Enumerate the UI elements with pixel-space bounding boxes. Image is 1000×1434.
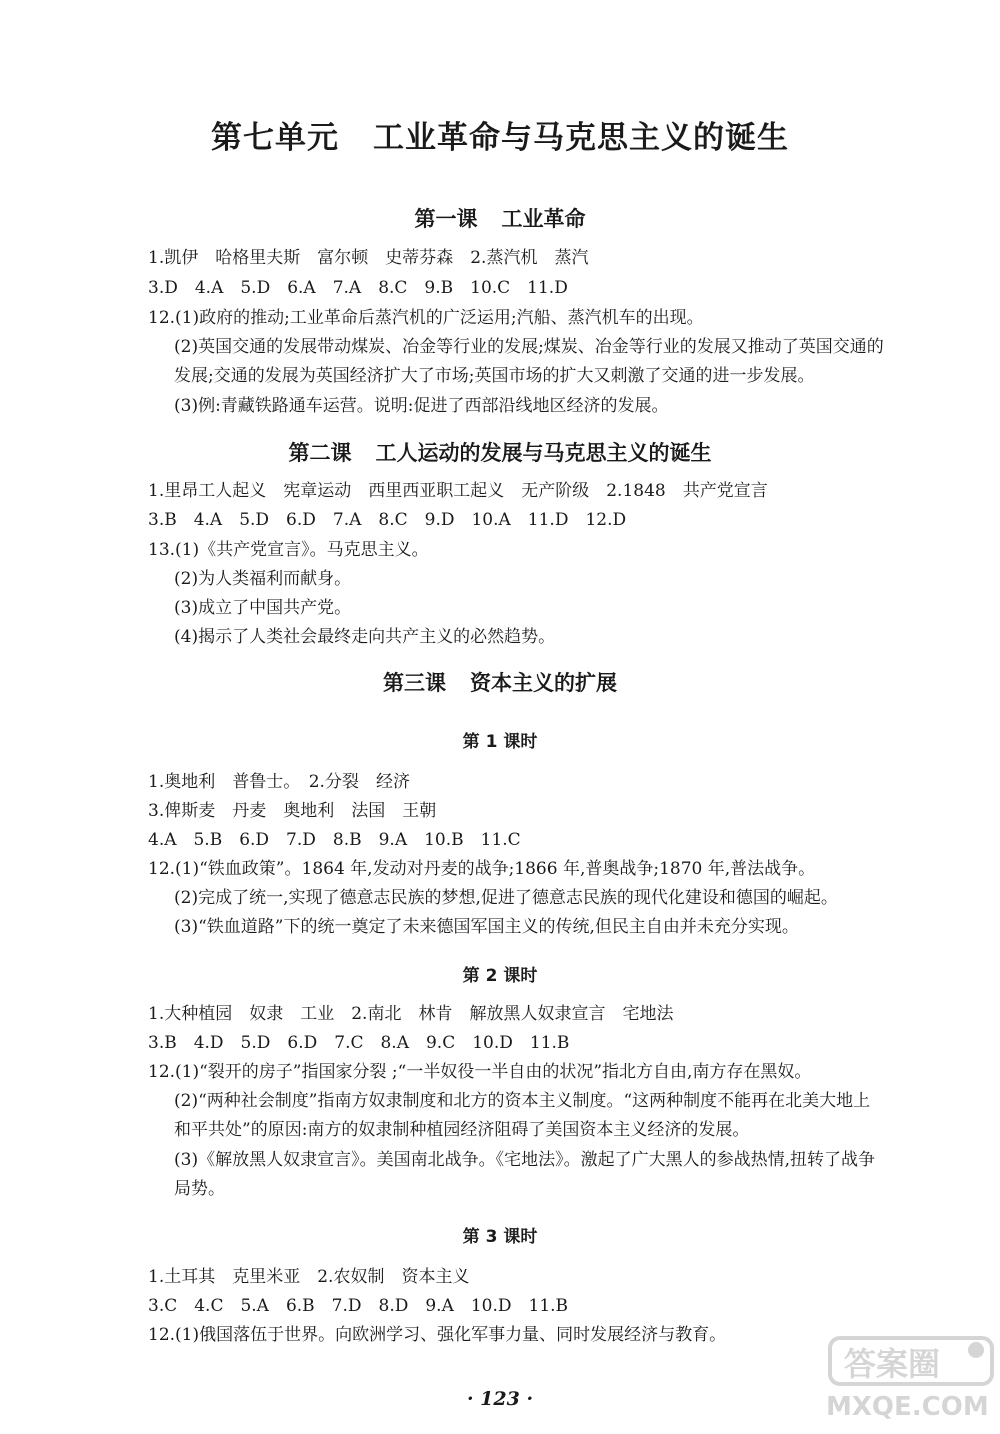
lesson-1-title	[0, 203, 1000, 233]
unit-label: 第七单元	[211, 120, 339, 156]
answer-line: 1.大种植园 奴隶 工业 2.南北 林肯 解放黑人奴隶宣言 宅地法	[148, 1004, 674, 1024]
lesson-2-label: 第二课	[288, 441, 352, 465]
answer-line: 13.(1)《共产党宣言》。马克思主义。	[148, 540, 429, 560]
lesson-3-label: 第三课	[383, 671, 446, 695]
answer-line: 4.A 5.B 6.D 7.D 8.B 9.A 10.B 11.C	[148, 830, 521, 850]
answer-line: 局势。	[174, 1179, 225, 1199]
answer-line: (2)英国交通的发展带动煤炭、冶金等行业的发展;煤炭、冶金等行业的发展又推动了英国交通的	[174, 337, 884, 357]
watermark-logo-text: 答案圈	[844, 1345, 941, 1383]
lesson-1-label: 第一课	[414, 207, 478, 231]
lesson-3-title	[0, 667, 1000, 697]
lesson-2-name: 工人运动的发展与马克思主义的诞生	[375, 441, 712, 465]
period-2-title: 第 2 课时	[462, 966, 538, 986]
watermark-logo-icon	[826, 1330, 996, 1390]
answer-line: (2)完成了统一,实现了德意志民族的梦想,促进了德意志民族的现代化建设和德国的崛起。	[174, 888, 838, 908]
answer-line: 3.D 4.A 5.D 6.A 7.A 8.C 9.B 10.C 11.D	[148, 278, 568, 298]
answer-line: 1.凯伊 哈格里夫斯 富尔顿 史蒂芬森 2.蒸汽机 蒸汽	[148, 248, 589, 268]
answer-line: 3.B 4.A 5.D 6.D 7.A 8.C 9.D 10.A 11.D 12.D	[148, 510, 627, 530]
answer-line: (3)“铁血道路”下的统一奠定了未来德国军国主义的传统,但民主自由并未充分实现。	[174, 917, 799, 937]
answer-line: 12.(1)政府的推动;工业革命后蒸汽机的广泛运用;汽船、蒸汽机车的出现。	[148, 308, 704, 328]
answer-line: 12.(1)“铁血政策”。1864 年,发动对丹麦的战争;1866 年,普奥战争;1870 年,普法战争。	[148, 859, 816, 879]
period-3-title: 第 3 课时	[462, 1227, 538, 1247]
answer-line: (3)例:青藏铁路通车运营。说明:促进了西部沿线地区经济的发展。	[174, 396, 669, 416]
answer-line: (3)《解放黑人奴隶宣言》。美国南北战争。《宅地法》。激起了广大黑人的参战热情,扭转了战争	[174, 1150, 875, 1170]
answer-line: (3)成立了中国共产党。	[174, 598, 352, 618]
watermark	[826, 1330, 996, 1430]
lesson-1-name: 工业革命	[501, 207, 586, 231]
answer-line: 1.奥地利 普鲁士。 2.分裂 经济	[148, 772, 410, 792]
unit-name: 工业革命与马克思主义的诞生	[373, 120, 789, 156]
answer-line: (2)为人类福利而献身。	[174, 569, 352, 589]
lesson-3-name: 资本主义的扩展	[470, 671, 617, 695]
watermark-site: MXQE.COM	[826, 1392, 989, 1422]
answer-line: 12.(1)俄国落伍于世界。向欧洲学习、强化军事力量、同时发展经济与教育。	[148, 1325, 727, 1345]
answer-line: 3.俾斯麦 丹麦 奥地利 法国 王朝	[148, 801, 437, 821]
answer-line: 12.(1)“裂开的房子”指国家分裂 ;“一半奴役一半自由的状况”指北方自由,南方存在黑奴。	[148, 1062, 812, 1082]
answer-line: 3.C 4.C 5.A 6.B 7.D 8.D 9.A 10.D 11.B	[148, 1296, 569, 1316]
answer-line: 3.B 4.D 5.D 6.D 7.C 8.A 9.C 10.D 11.B	[148, 1033, 570, 1053]
unit-title	[0, 112, 1000, 157]
answer-line: 1.土耳其 克里米亚 2.农奴制 资本主义	[148, 1267, 470, 1287]
answer-line: 和平共处”的原因:南方的奴隶制种植园经济阻碍了美国资本主义经济的发展。	[174, 1120, 750, 1140]
answer-line: 发展;交通的发展为英国经济扩大了市场;英国市场的扩大又刺激了交通的进一步发展。	[174, 366, 815, 386]
answer-line: 1.里昂工人起义 宪章运动 西里西亚职工起义 无产阶级 2.1848 共产党宣言	[148, 481, 768, 501]
period-1-title: 第 1 课时	[462, 732, 538, 752]
page-number: · 123 ·	[466, 1388, 534, 1410]
answer-line: (2)“两种社会制度”指南方奴隶制度和北方的资本主义制度。“这两种制度不能再在北美大地上	[174, 1091, 871, 1111]
answer-line: (4)揭示了人类社会最终走向共产主义的必然趋势。	[174, 627, 556, 647]
lesson-2-title	[0, 437, 1000, 467]
